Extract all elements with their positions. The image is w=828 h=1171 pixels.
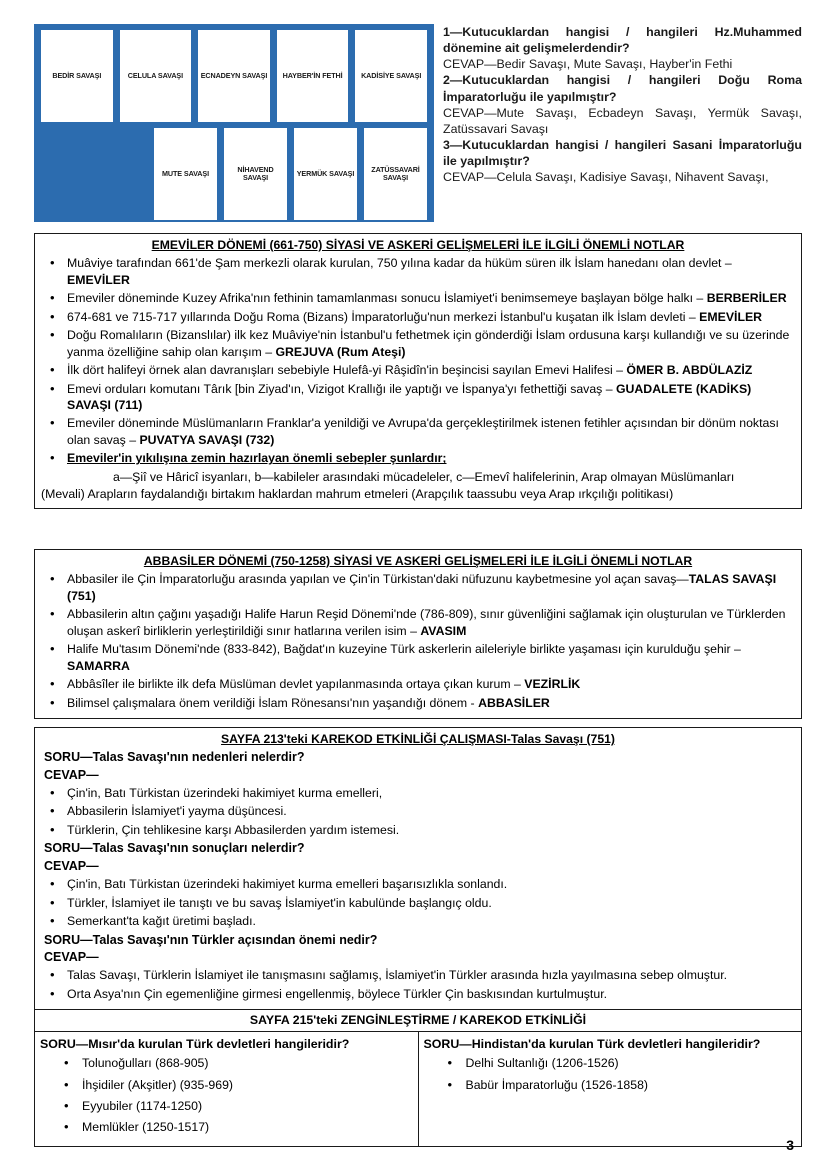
question-label: SORU—Talas Savaşı'nın Türkler açısından önemi nedir? [44,932,378,947]
causes-heading: Emeviler'in yıkılışına zemin hazırlayan önemli sebepler şunlardır; [67,451,447,466]
note-text: Abbasilerin altın çağını yaşadığı Halife Harun Reşid Dönemi'nde (786-809), sınır güvenliğini sağlamak için oluşturulan ve Türklerden oluşan askerî birliklerin yerleştirildiği sınır hatlarına verilen isim – [67,607,786,638]
emeviler-notes-list [41,255,795,467]
note-answer: EMEVİLER [67,272,130,287]
note-text: Emevi orduları komutanı Târık [bin Ziyad'ın, Vizigot Krallığı ile yaptığı ve İspanya'yı fethettiği savaş – [67,381,616,396]
section-title: ABBASİLER DÖNEMİ (750-1258) SİYASİ VE ASKERİ GELİŞMELERİ İLE İLGİLİ ÖNEMLİ NOTLAR [143,554,693,568]
list-item [41,255,795,288]
list-item [41,695,795,711]
answer-label: CEVAP— [44,950,99,965]
table-cell-left [35,1032,419,1146]
answer-bullets [41,785,795,838]
battles-row-bottom [36,128,432,220]
battle-box: KADİSİYE SAVAŞI [355,30,427,122]
battle-box: CELULA SAVAŞI [120,30,192,122]
battle-box: ECNADEYN SAVAŞI [198,30,270,122]
table-cell-right [419,1032,802,1146]
list-item: • Çin'in, Batı Türkistan üzerindeki hakimiyet kurma emelleri, [41,785,795,801]
note-answer: SAMARRA [67,658,130,673]
answer-3: CEVAP—Celula Savaşı, Kadisiye Savaşı, Nihavent Savaşı, [443,170,769,185]
list-item: • Türklerin, Çin tehlikesine karşı Abbasilerden yardım istemesi. [41,822,795,838]
note-text: Muâviye tarafından 661'de Şam merkezli olarak kurulan, 750 yılına kadar da hüküm süren ilk İslam hanedanı olan devlet – [67,256,732,271]
answer-bullets [41,876,795,929]
answer-2: CEVAP—Mute Savaşı, Ecbadeyn Savaşı, Yermük Savaşı, Zatüssavari Savaşı [443,105,802,136]
list-item: • Tolunoğulları (868-905) [80,1055,412,1071]
section-title: SAYFA 215'teki ZENGİNLEŞTİRME / KAREKOD ETKİNLİĞİ [35,1010,801,1032]
list-item [41,641,795,674]
note-answer: GUADALETE (KADİKS) SAVAŞI (711) [67,381,752,412]
list-item: • Eyyubiler (1174-1250) [80,1098,412,1114]
left-answer-list [40,1055,412,1135]
note-text: Emeviler döneminde Müslümanların Franklar'a yenildiği ve Avrupa'da gerçekleştirilmek istenen fetihler açısından bir dönüm noktası olan savaş – [67,416,779,447]
answer-1: CEVAP—Bedir Savaşı, Mute Savaşı, Hayber'in Fethi [443,57,733,72]
question-label: SORU—Talas Savaşı'nın sonuçları nelerdir? [44,841,305,856]
note-answer: ÖMER B. ABDÜLAZİZ [626,363,753,378]
question-3: 3—Kutucuklardan hangisi / hangileri Sasani İmparatorluğu ile yapılmıştır? [443,137,802,168]
note-text: Halife Mu'tasım Dönemi'nde (833-842), Bağdat'ın kuzeyine Türk askerlerin aileleriyle birlikte yaşaması için kurulduğu şehir – [67,642,741,657]
note-text: Doğu Romalıların (Bizanslılar) ilk kez Muâviye'nin İstanbul'u fethetmek için gönderdiği İslam ordusuna karşı kullandığı ve su üzerinde yanma özelliğine sahip olan karışım – [67,328,790,359]
note-answer: PUVATYA SAVAŞI (732) [139,432,275,447]
note-answer: BERBERİLER [706,291,787,306]
list-item: • Talas Savaşı, Türklerin İslamiyet ile tanışmasını sağlamış, İslamiyet'in Türkler arasında hızla yayılmasına sebep olmuştur. [41,967,795,983]
list-item [41,290,795,306]
question-label: SORU—Hindistan'da kurulan Türk devletleri hangileridir? [423,1037,761,1052]
list-item: • İhşidiler (Akşitler) (935-969) [80,1077,412,1093]
two-column-table [35,1032,801,1146]
top-area [34,24,802,226]
section-emeviler [34,233,802,509]
list-item: • Babür İmparatorluğu (1526-1858) [464,1077,796,1093]
battle-box: HAYBER'İN FETHİ [277,30,349,122]
list-item-causes [41,450,795,466]
list-item: • Memlükler (1250-1517) [80,1119,412,1135]
page-number: 3 [786,1137,794,1153]
list-item [41,381,795,414]
causes-line-1: a—Şiî ve Hâricî isyanları, b—kabileler arasındaki mücadeleler, c—Emevî halifelerinin, Arap olmayan Müslümanları [113,469,735,484]
note-text: Emeviler döneminde Kuzey Afrika'nın fethinin tamamlanması sonucu İslamiyet'i benimsemeye başlayan bölge halkı – [67,291,707,306]
note-answer: AVASIM [420,623,467,638]
battles-diagram [34,24,434,222]
section-abbasiler [34,549,802,719]
question-label: SORU—Talas Savaşı'nın nedenleri nelerdir? [44,750,305,765]
note-text: Bilimsel çalışmalara önem verildiği İslam Rönesansı'nın yaşandığı dönem - [67,695,479,710]
note-text: 674-681 ve 715-717 yıllarında Doğu Roma (Bizans) İmparatorluğu'nun merkezi İstanbul'u kuşatan ilk İslam devleti – [67,309,700,324]
list-item: • Abbasilerin İslamiyet'i yayma düşüncesi. [41,803,795,819]
causes-line-2: (Mevali) Arapların faydalandığı birtakım haklardan mahrum etmeleri (Arapçılık taassubu veya Arap ırkçılığı politikası) [41,487,674,502]
list-item [41,415,795,448]
battle-box: YERMÜK SAVAŞI [294,128,357,220]
note-answer: EMEVİLER [699,309,763,324]
note-answer: GREJUVA (Rum Ateşi) [275,344,406,359]
answer-label: CEVAP— [44,768,99,783]
section-karekod-213 [34,727,802,1010]
note-text: İlk dört halifeyi örnek alan davranışları sebebiyle Hulefâ-yi Râşidîn'in beşincisi sayılan Emevi Halifesi – [67,363,627,378]
list-item: • Semerkant'ta kağıt üretimi başladı. [41,913,795,929]
note-text: Abbasiler ile Çin İmparatorluğu arasında yapılan ve Çin'in Türkistan'daki nüfuzunu kaybetmesine yol açan savaş— [67,572,689,587]
list-item: • Orta Asya'nın Çin egemenliğine girmesi engellenmiş, böylece Türkler Çin baskısından kurtulmuştur. [41,986,795,1002]
question-1: 1—Kutucuklardan hangisi / hangileri Hz.Muhammed dönemine ait gelişmelerdendir? [443,25,802,56]
list-item [41,327,795,360]
section-karekod-215 [34,1009,802,1147]
note-answer: TALAS SAVAŞI (751) [67,572,777,603]
list-item [41,571,795,604]
battle-box: BEDİR SAVAŞI [41,30,113,122]
list-item [41,309,795,325]
list-item [41,676,795,692]
abbasiler-notes-list [41,571,795,711]
list-item: • Çin'in, Batı Türkistan üzerindeki hakimiyet kurma emelleri başarısızlıkla sonlandı. [41,876,795,892]
answer-label: CEVAP— [44,859,99,874]
list-item: • Türkler, İslamiyet ile tanıştı ve bu savaş İslamiyet'in kabulünde başlangıç oldu. [41,895,795,911]
battle-box: ZATÜSSAVARİ SAVAŞI [364,128,427,220]
battle-box: MUTE SAVAŞI [154,128,217,220]
answer-bullets [41,967,795,1002]
questions-block [443,24,802,185]
list-item [41,362,795,378]
list-item [41,606,795,639]
note-text: Abbâsîler ile birlikte ilk defa Müslüman devlet yapılanmasında ortaya çıkan kurum – [67,677,525,692]
section-title: EMEVİLER DÖNEMİ (661-750) SİYASİ VE ASKERİ GELİŞMELERİ İLE İLGİLİ ÖNEMLİ NOTLAR [151,238,685,252]
question-label: SORU—Mısır'da kurulan Türk devletleri hangileridir? [40,1037,350,1052]
list-item: • Delhi Sultanlığı (1206-1526) [464,1055,796,1071]
right-answer-list [424,1055,796,1092]
note-answer: ABBASİLER [478,695,550,710]
battle-box: NİHAVEND SAVAŞI [224,128,287,220]
note-answer: VEZİRLİK [524,677,581,692]
battles-row-top [36,30,432,122]
question-2: 2—Kutucuklardan hangisi / hangileri Doğu Roma İmparatorluğu ile yapılmıştır? [443,73,802,104]
section-title: SAYFA 213'teki KAREKOD ETKİNLİĞİ ÇALIŞMASI-Talas Savaşı (751) [221,732,615,746]
